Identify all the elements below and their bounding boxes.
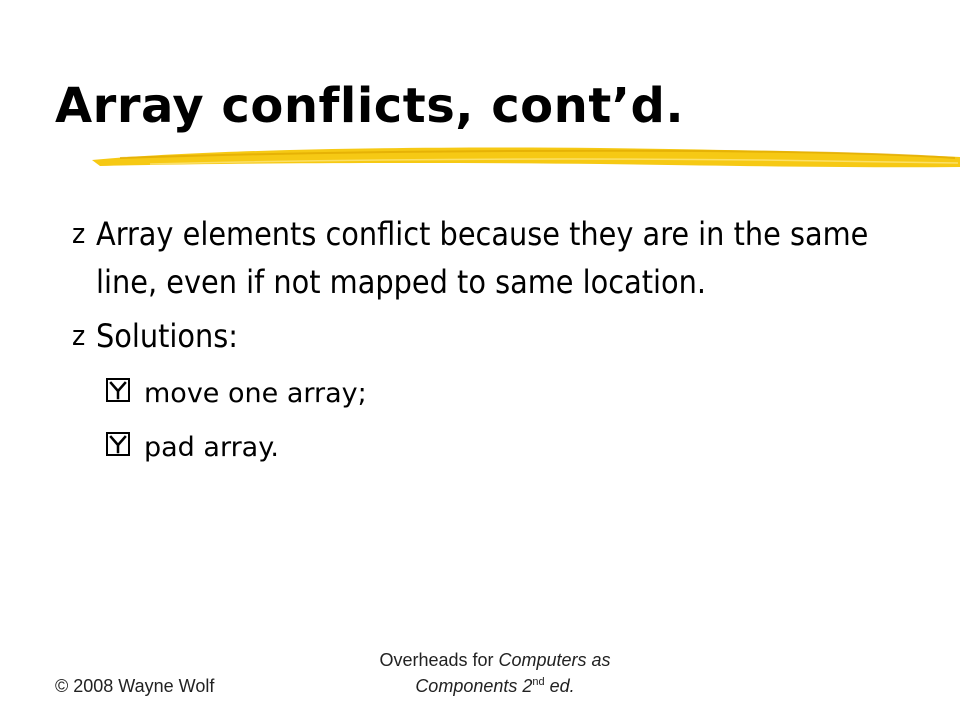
footer-prefix: Overheads for bbox=[379, 650, 499, 670]
sub-bullet-text: pad array. bbox=[144, 432, 279, 463]
footer-book-title-part2: Components 2 bbox=[415, 676, 533, 696]
bullet-text: Array elements conflict because they are in the same line, even if not mapped to same location. bbox=[96, 215, 869, 301]
bullet-text: Solutions: bbox=[96, 317, 238, 355]
sub-bullet-item bbox=[72, 374, 892, 414]
z-bullet-icon: z bbox=[72, 217, 86, 250]
footer-course-reference bbox=[330, 649, 660, 697]
slide-body bbox=[72, 210, 892, 482]
bullet-item bbox=[72, 210, 892, 306]
footer-edition-sup: nd bbox=[532, 676, 545, 688]
slide-title: Array conflicts, cont’d. bbox=[55, 78, 685, 134]
footer-suffix: ed. bbox=[544, 676, 575, 696]
checkbox-y-icon bbox=[106, 432, 130, 456]
footer-book-title-part1: Computers as bbox=[498, 650, 611, 670]
sub-bullet-item bbox=[72, 428, 892, 468]
sub-bullet-text: move one array; bbox=[144, 378, 367, 409]
checkbox-y-icon bbox=[106, 378, 130, 402]
footer-copyright: © 2008 Wayne Wolf bbox=[55, 676, 215, 696]
z-bullet-icon: z bbox=[72, 319, 86, 352]
bullet-item bbox=[72, 312, 892, 360]
